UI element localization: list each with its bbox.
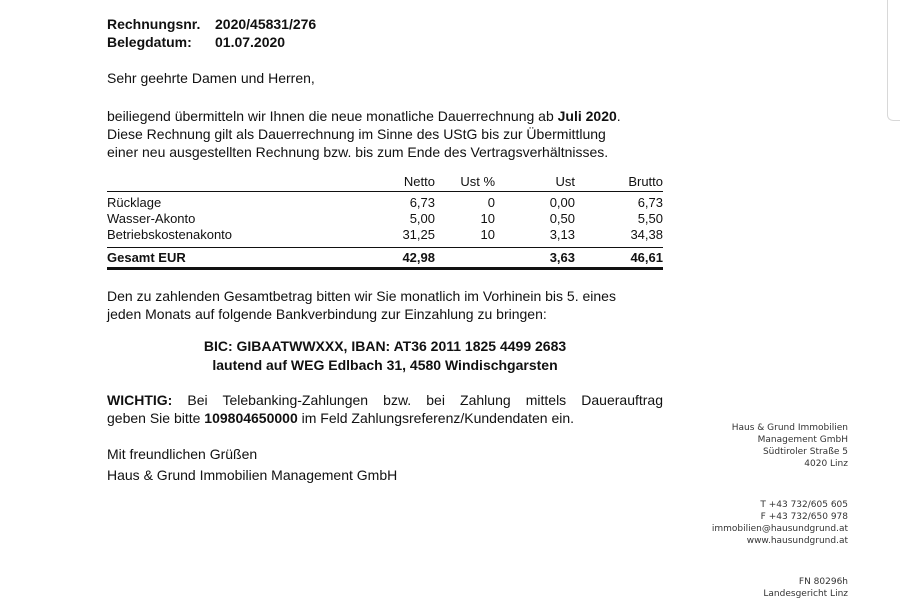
payment-request-line-1: Den zu zahlenden Gesamtbetrag bitten wir Sie monatlich im Vorhinein bis 5. eines xyxy=(107,288,616,304)
intro-paragraph xyxy=(107,107,663,161)
payment-request-line-2: jeden Monats auf folgende Bankverbindung zur Einzahlung zu bringen: xyxy=(107,306,547,322)
invoice-number-value: 2020/45831/276 xyxy=(215,16,317,32)
register-court: Landesgericht Linz xyxy=(763,589,848,599)
col-header-netto: Netto xyxy=(357,173,435,192)
intro-line-1-end: . xyxy=(616,108,621,124)
col-header-ust: Ust xyxy=(495,173,575,192)
intro-line-3: einer neu ausgestellten Rechnung bzw. bis zum Ende des Vertragsverhältnisses. xyxy=(107,144,609,160)
important-line-2-text: geben Sie bitte xyxy=(107,410,205,426)
payment-reference-number: 109804650000 xyxy=(204,410,298,426)
cell-ust-percent: 10 xyxy=(480,227,495,242)
important-line-2 xyxy=(107,409,663,427)
col-header-description xyxy=(107,173,357,192)
col-header-ust-percent: Ust % xyxy=(435,173,495,192)
document-date-label: Belegdatum: xyxy=(107,34,192,50)
address-line: Haus & Grund Immobilien xyxy=(731,423,848,433)
sidebar-register xyxy=(648,576,848,600)
address-line: 4020 Linz xyxy=(804,459,848,469)
cell-description: Betriebskostenakonto xyxy=(107,227,233,242)
table-row xyxy=(107,211,663,227)
important-line-1 xyxy=(107,391,663,409)
important-note xyxy=(107,391,663,427)
intro-start-month: Juli 2020 xyxy=(557,108,617,124)
company-register-number: FN 80296h xyxy=(798,577,848,587)
total-brutto: 46,61 xyxy=(575,248,663,269)
col-header-brutto: Brutto xyxy=(575,173,663,192)
salutation: Sehr geehrte Damen und Herren, xyxy=(107,70,315,86)
important-line-1-text: Bei Telebanking-Zahlungen bzw. bei Zahlung mittels Dauerauftrag xyxy=(172,392,663,408)
table-row xyxy=(107,192,663,212)
bank-iban-line: BIC: GIBAATWWXXX, IBAN: AT36 2011 1825 4499 2683 xyxy=(203,338,567,354)
intro-line-2: Diese Rechnung gilt als Dauerrechnung im Sinne des UStG bis zur Übermittlung xyxy=(107,126,606,142)
cell-brutto: 34,38 xyxy=(630,227,663,242)
table-header-row xyxy=(107,173,663,192)
intro-line-1-text: beiliegend übermitteln wir Ihnen die neue monatliche Dauerrechnung ab xyxy=(107,108,558,124)
website-link[interactable]: www.hausundgrund.at xyxy=(746,536,848,546)
total-netto: 42,98 xyxy=(357,248,435,269)
document-date-line xyxy=(107,33,285,51)
cell-brutto: 6,73 xyxy=(637,195,663,210)
cell-brutto: 5,50 xyxy=(637,211,663,226)
cell-description: Rücklage xyxy=(107,195,162,210)
total-ust: 3,63 xyxy=(495,248,575,269)
address-line: Südtiroler Straße 5 xyxy=(762,447,848,457)
fax-number: F +43 732/650 978 xyxy=(760,512,848,522)
cell-ust: 0,50 xyxy=(549,211,575,226)
cell-ust-percent: 0 xyxy=(487,195,495,210)
total-ust-percent xyxy=(435,248,495,269)
important-label: WICHTIG: xyxy=(107,392,173,408)
table-row xyxy=(107,227,663,243)
phone-number: T +43 732/605 605 xyxy=(760,500,848,510)
closing-greeting: Mit freundlichen Grüßen xyxy=(107,446,258,462)
payment-request-paragraph xyxy=(107,287,663,323)
address-line: Management GmbH xyxy=(757,435,848,445)
invoice-number-line xyxy=(107,15,316,33)
sidebar-contact xyxy=(648,499,848,547)
page-edge xyxy=(887,0,900,121)
intro-line-1 xyxy=(107,107,663,125)
invoice-number-label: Rechnungsnr. xyxy=(107,16,201,32)
cell-ust: 3,13 xyxy=(549,227,575,242)
total-label: Gesamt EUR xyxy=(107,248,357,269)
bank-details xyxy=(107,337,663,375)
document-date-value: 01.07.2020 xyxy=(215,34,286,50)
invoice-table xyxy=(107,173,663,270)
cell-netto: 5,00 xyxy=(409,211,435,226)
important-line-2-end: im Feld Zahlungsreferenz/Kundendaten ein. xyxy=(297,410,575,426)
email-link[interactable]: immobilien@hausundgrund.at xyxy=(711,524,848,534)
cell-ust-percent: 10 xyxy=(480,211,495,226)
bank-account-holder-line: lautend auf WEG Edlbach 31, 4580 Windischgarsten xyxy=(212,357,558,373)
sidebar-address xyxy=(648,422,848,470)
table-total-row xyxy=(107,248,663,269)
cell-ust: 0,00 xyxy=(549,195,575,210)
cell-netto: 31,25 xyxy=(402,227,435,242)
cell-netto: 6,73 xyxy=(409,195,435,210)
closing-company: Haus & Grund Immobilien Management GmbH xyxy=(107,467,398,483)
cell-description: Wasser-Akonto xyxy=(107,211,196,226)
